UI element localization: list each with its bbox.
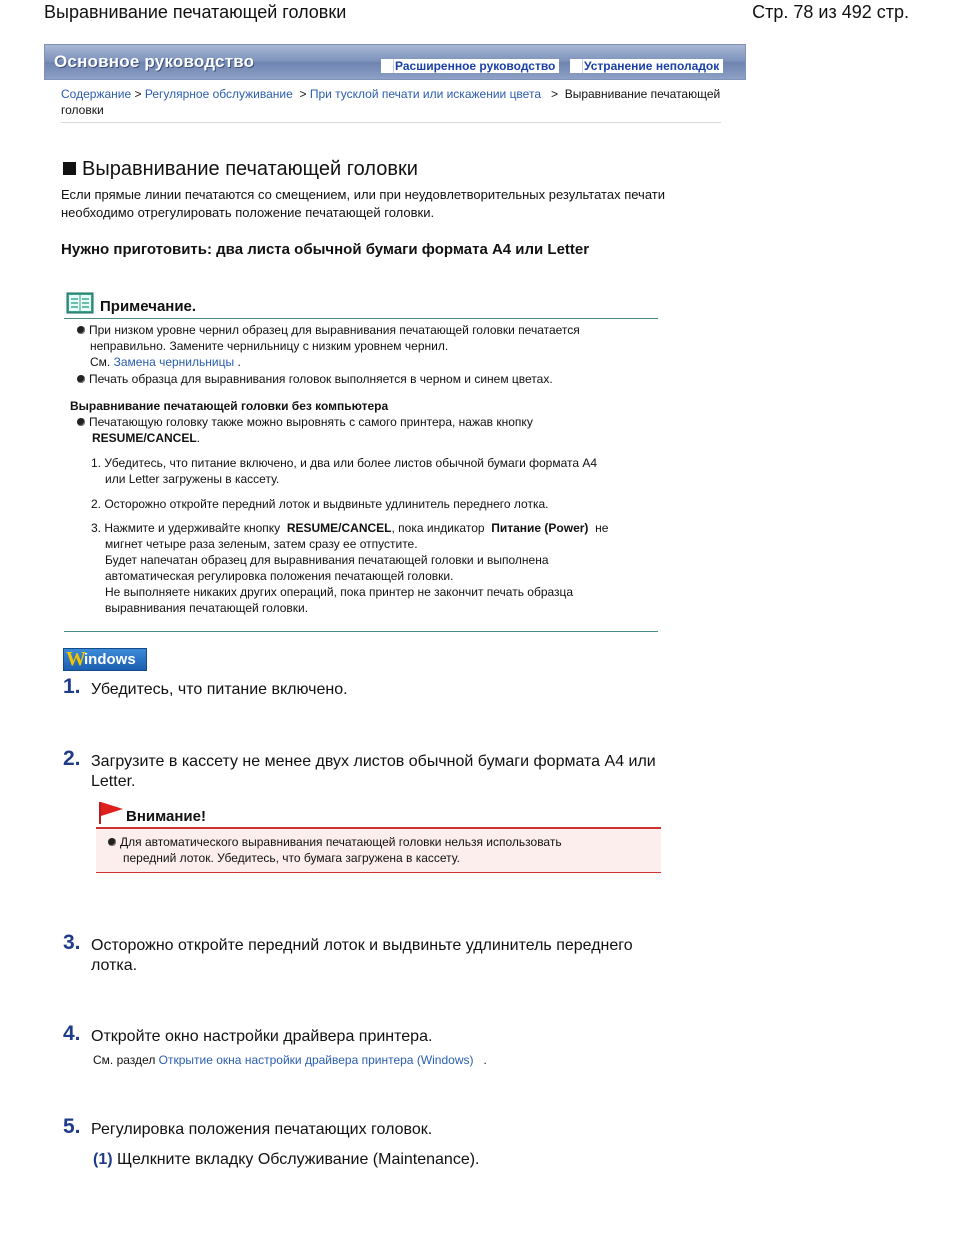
caution-box xyxy=(96,801,661,873)
basic-guide-title: Основное руководство xyxy=(54,52,255,71)
windows-badge-letter: W xyxy=(66,648,86,670)
substep-text: Щелкните вкладку Обслуживание (Maintenance). xyxy=(117,1151,480,1168)
caution-text-line: Для автоматического выравнивания печатающей головки нельзя использовать xyxy=(120,835,562,849)
advanced-guide-link[interactable]: Расширенное руководство xyxy=(381,59,559,73)
caution-text-line: передний лоток. Убедитесь, что бумага загружена в кассету. xyxy=(123,851,460,865)
substep-number: (1) xyxy=(93,1151,113,1168)
note-step-3 xyxy=(91,520,661,616)
note-text: Печать образца для выравнивания головок выполняется в черном и синем цветах. xyxy=(89,372,553,386)
bullet-icon xyxy=(108,838,116,846)
caution-title: Внимание! xyxy=(126,808,206,825)
breadcrumb-current: Выравнивание печатающей головки xyxy=(61,87,721,117)
step-text: Регулировка положения печатающих головок. xyxy=(91,1121,433,1138)
caution-body xyxy=(96,829,661,873)
bullet-icon xyxy=(77,326,85,334)
step-text: Откройте окно настройки драйвера принтера. xyxy=(91,1028,433,1045)
breadcrumb xyxy=(61,86,721,123)
note-step-text: Не выполняете никаких других операций, пока принтер не закончит печать образца xyxy=(105,585,574,599)
page-counter: Стр. 78 из 492 стр. xyxy=(752,2,909,22)
breadcrumb-separator: > xyxy=(551,87,559,101)
breadcrumb-separator: > xyxy=(134,87,142,101)
windows-badge-text: indows xyxy=(84,651,136,668)
breadcrumb-maintenance-link[interactable]: Регулярное обслуживание xyxy=(144,87,293,101)
breadcrumb-contents-link[interactable]: Содержание xyxy=(61,87,132,101)
troubleshooting-link[interactable]: Устранение неполадок xyxy=(570,59,723,73)
square-bullet-icon xyxy=(63,162,76,175)
note-text: Печатающую головку также можно выровнять с самого принтера, нажав кнопку xyxy=(89,415,533,429)
page-title: Выравнивание печатающей головки xyxy=(44,2,347,22)
note-step-text: не xyxy=(595,521,609,535)
step-text-line: Загрузите в кассету не менее двух листов обычной бумаги формата A4 или xyxy=(91,753,656,770)
power-indicator-label: Питание (Power) xyxy=(491,521,589,535)
step-see-also xyxy=(93,1052,487,1068)
note-step-text: , пока индикатор xyxy=(391,521,485,535)
note-divider-top xyxy=(64,318,658,319)
caution-text xyxy=(108,834,653,866)
step-text-line: лотка. xyxy=(91,957,138,974)
step-text-line: Осторожно откройте передний лоток и выдвиньте удлинитель переднего xyxy=(91,937,633,954)
note-bullet-low-ink xyxy=(77,322,647,370)
step-number: 1. xyxy=(63,675,81,698)
resume-cancel-button-label: RESUME/CANCEL xyxy=(92,431,197,445)
note-step-text: выравнивания печатающей головки. xyxy=(105,601,309,615)
section-heading xyxy=(63,158,418,181)
step-number: 5. xyxy=(63,1115,81,1138)
note-bullet-colors xyxy=(77,371,647,387)
windows-badge-icon xyxy=(63,648,147,671)
period: . xyxy=(196,431,201,445)
step-number: 2. xyxy=(63,747,81,770)
red-flag-icon xyxy=(98,801,124,825)
note-divider-bottom xyxy=(64,631,658,632)
note-text: При низком уровне чернил образец для выравнивания печатающей головки печатается xyxy=(89,323,580,337)
resume-cancel-button-label: RESUME/CANCEL xyxy=(286,521,392,535)
see-label: См. xyxy=(90,355,111,369)
note-step-1 xyxy=(91,455,651,487)
intro-paragraph: Если прямые линии печатаются со смещением, или при неудовлетворительных результатах печати необходимо отрегулировать положение печатающей головки. xyxy=(61,187,665,220)
open-driver-settings-link[interactable]: Открытие окна настройки драйвера принтера (Windows) xyxy=(158,1053,474,1067)
period: . xyxy=(483,1053,487,1067)
note-step-text: мигнет четыре раза зеленым, затем сразу ее отпустите. xyxy=(105,537,418,551)
replace-ink-tank-link[interactable]: Замена чернильницы xyxy=(113,355,235,369)
note-subheading: Выравнивание печатающей головки без компьютера xyxy=(70,399,389,413)
see-label: См. раздел xyxy=(93,1053,156,1067)
breadcrumb-separator: > xyxy=(299,87,307,101)
section-heading-text: Выравнивание печатающей головки xyxy=(82,158,418,180)
breadcrumb-faint-print-link[interactable]: При тусклой печати или искажении цвета xyxy=(309,87,541,101)
substep xyxy=(93,1150,480,1170)
note-box xyxy=(64,292,658,632)
book-note-icon xyxy=(66,292,94,314)
period: . xyxy=(237,355,241,369)
step-text-line: Letter. xyxy=(91,773,136,790)
note-step-text: Будет напечатан образец для выравнивания печатающей головки и выполнена xyxy=(105,553,549,567)
note-step-text: или Letter загружены в кассету. xyxy=(105,472,280,486)
step-text xyxy=(91,752,731,792)
note-title: Примечание. xyxy=(100,298,197,315)
note-step-text: автоматическая регулировка положения печатающей головки. xyxy=(105,569,454,583)
manual-navigation-bar xyxy=(44,44,746,80)
note-text: неправильно. Замените чернильницу с низким уровнем чернил. xyxy=(90,339,449,353)
required-materials: Нужно приготовить: два листа обычной бумаги формата A4 или Letter xyxy=(61,241,590,258)
note-step-2: 2. Осторожно откройте передний лоток и выдвиньте удлинитель переднего лотка. xyxy=(91,497,549,511)
step-text xyxy=(91,936,731,976)
step-text: Убедитесь, что питание включено. xyxy=(91,681,348,698)
note-bullet-printer-button xyxy=(77,414,647,446)
step-number: 3. xyxy=(63,931,81,954)
bullet-icon xyxy=(77,418,85,426)
bullet-icon xyxy=(77,375,85,383)
note-step-text: 1. Убедитесь, что питание включено, и два или более листов обычной бумаги формата A4 xyxy=(91,456,598,470)
note-step-text: 3. Нажмите и удерживайте кнопку xyxy=(91,521,281,535)
step-number: 4. xyxy=(63,1022,81,1045)
